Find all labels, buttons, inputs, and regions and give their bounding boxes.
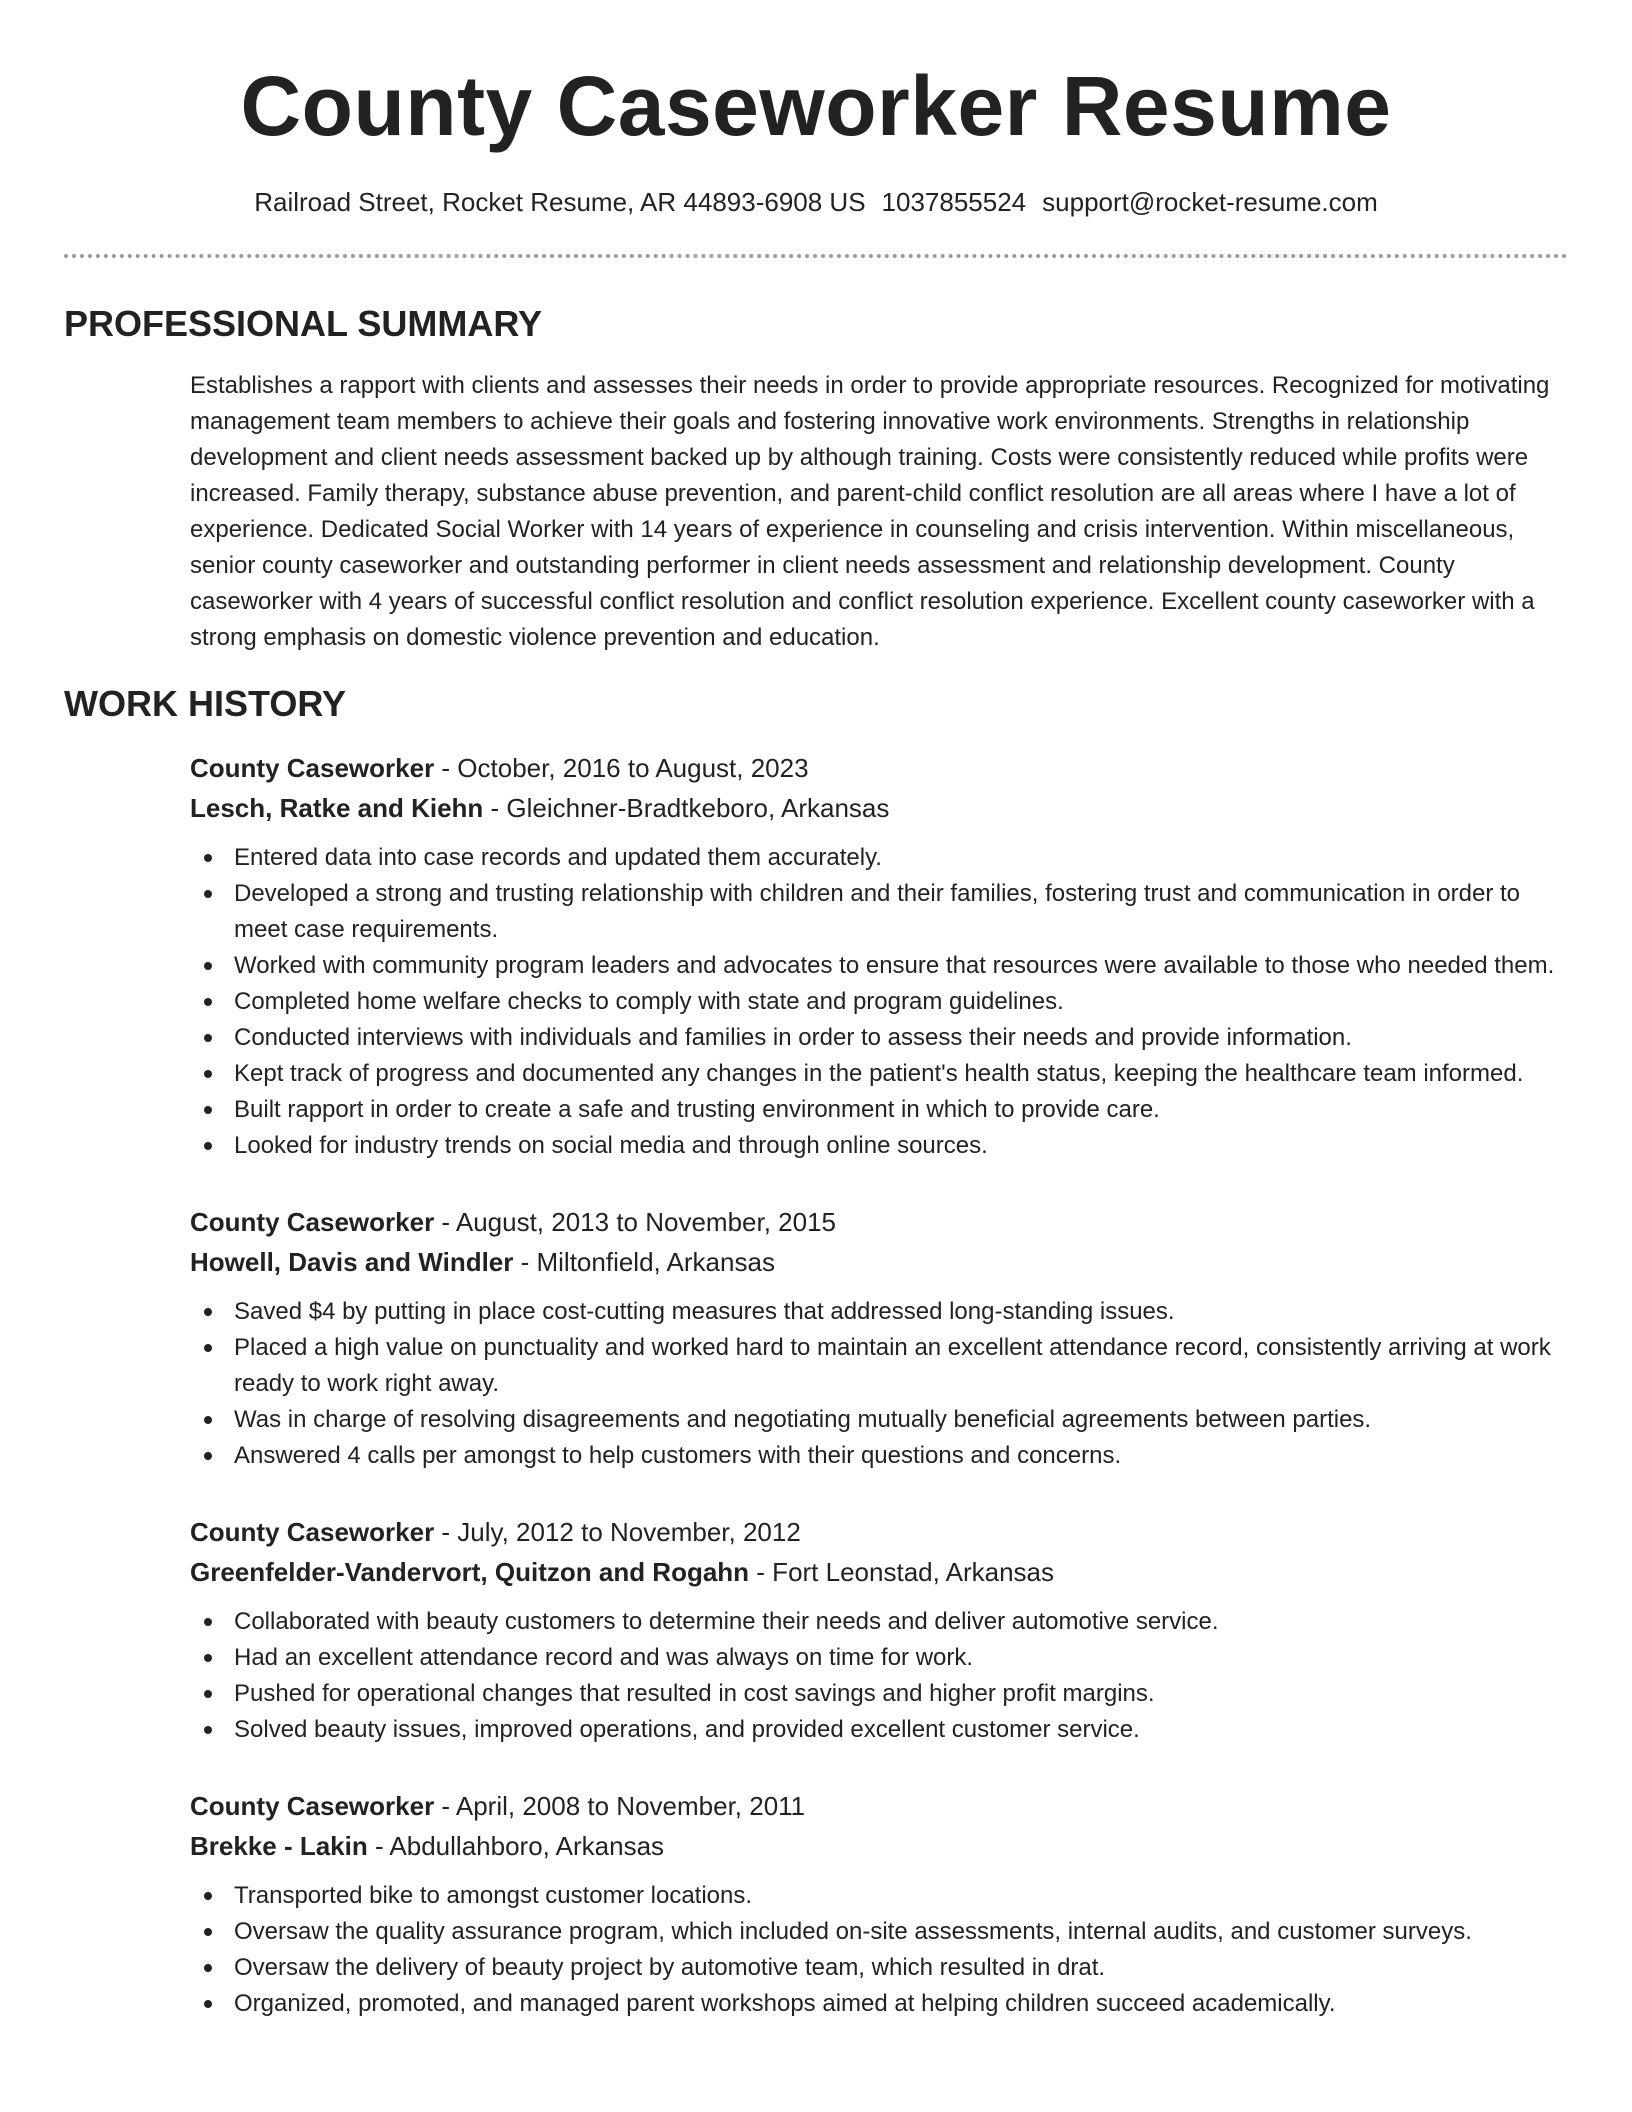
work-history-heading: WORK HISTORY — [64, 683, 347, 724]
job-company: Brekke - Lakin — [190, 1831, 368, 1861]
summary-heading: PROFESSIONAL SUMMARY — [64, 303, 543, 344]
job-dates: - October, 2016 to August, 2023 — [434, 753, 809, 783]
job-bullet: Entered data into case records and updated them accurately. — [190, 840, 1568, 876]
job-bullet: Developed a strong and trusting relationship with children and their families, fostering trust and communication in order to meet case requirements. — [190, 876, 1568, 948]
job-bullet: Looked for industry trends on social media and through online sources. — [190, 1128, 1568, 1164]
job-bullet: Built rapport in order to create a safe and trusting environment in which to provide care. — [190, 1092, 1568, 1128]
job-location: - Fort Leonstad, Arkansas — [749, 1557, 1055, 1587]
job-company-line — [190, 1826, 1568, 1866]
job-entry — [190, 1202, 1568, 1474]
job-bullet: Worked with community program leaders and advocates to ensure that resources were available to those who needed them. — [190, 948, 1568, 984]
job-title: County Caseworker — [190, 753, 435, 783]
job-company: Howell, Davis and Windler — [190, 1247, 514, 1277]
job-bullet: Kept track of progress and documented any changes in the patient's health status, keeping the healthcare team informed. — [190, 1056, 1568, 1092]
job-bullets — [190, 1604, 1568, 1748]
job-entry — [190, 1786, 1568, 2022]
job-company-line — [190, 788, 1568, 828]
job-company-line — [190, 1552, 1568, 1592]
job-bullet: Answered 4 calls per amongst to help customers with their questions and concerns. — [190, 1438, 1568, 1474]
job-company-line — [190, 1242, 1568, 1282]
job-dates: - July, 2012 to November, 2012 — [434, 1517, 801, 1547]
job-bullet: Organized, promoted, and managed parent workshops aimed at helping children succeed academically. — [190, 1986, 1568, 2022]
job-bullet: Completed home welfare checks to comply with state and program guidelines. — [190, 984, 1568, 1020]
job-bullet: Had an excellent attendance record and was always on time for work. — [190, 1640, 1568, 1676]
summary-text: Establishes a rapport with clients and assesses their needs in order to provide appropriate resources. Recognized for motivating management team members to achieve their goals and fostering innovative work environments. Strengths in relationship development and client needs assessment backed up by although training. Costs were consistently reduced while profits were increased. Family therapy, substance abuse prevention, and parent-child conflict resolution are all areas where I have a lot of experience. Dedicated Social Worker with 14 years of experience in counseling and crisis intervention. Within miscellaneous, senior county caseworker and outstanding performer in client needs assessment and relationship development. County caseworker with 4 years of successful conflict resolution and conflict resolution experience. Excellent county caseworker with a strong emphasis on domestic violence prevention and education. — [190, 372, 1550, 651]
contact-info — [64, 184, 1568, 220]
job-company: Lesch, Ratke and Kiehn — [190, 793, 484, 823]
contact-email: support@rocket-resume.com — [1042, 187, 1378, 217]
job-title-line — [190, 1786, 1568, 1826]
contact-phone: 1037855524 — [881, 187, 1027, 217]
job-title-line — [190, 1512, 1568, 1552]
job-entry — [190, 748, 1568, 1164]
job-company: Greenfelder-Vandervort, Quitzon and Rogahn — [190, 1557, 750, 1587]
job-bullet: Oversaw the quality assurance program, which included on-site assessments, internal audits, and customer surveys. — [190, 1914, 1568, 1950]
job-bullet: Was in charge of resolving disagreements and negotiating mutually beneficial agreements between parties. — [190, 1402, 1568, 1438]
header-divider — [64, 254, 1568, 258]
job-title-line — [190, 748, 1568, 788]
job-location: - Gleichner-Bradtkeboro, Arkansas — [483, 793, 890, 823]
job-bullets — [190, 840, 1568, 1164]
job-title-line — [190, 1202, 1568, 1242]
job-dates: - April, 2008 to November, 2011 — [434, 1791, 806, 1821]
job-bullet: Saved $4 by putting in place cost-cutting measures that addressed long-standing issues. — [190, 1294, 1568, 1330]
job-bullets — [190, 1294, 1568, 1474]
job-title: County Caseworker — [190, 1517, 435, 1547]
job-title: County Caseworker — [190, 1207, 435, 1237]
job-location: - Abdullahboro, Arkansas — [367, 1831, 665, 1861]
contact-address: Railroad Street, Rocket Resume, AR 44893-6908 US — [254, 187, 866, 217]
job-bullet: Transported bike to amongst customer locations. — [190, 1878, 1568, 1914]
job-location: - Miltonfield, Arkansas — [513, 1247, 775, 1277]
job-dates: - August, 2013 to November, 2015 — [434, 1207, 837, 1237]
job-bullet: Solved beauty issues, improved operations, and provided excellent customer service. — [190, 1712, 1568, 1748]
job-bullet: Collaborated with beauty customers to determine their needs and deliver automotive service. — [190, 1604, 1568, 1640]
job-bullet: Oversaw the delivery of beauty project by automotive team, which resulted in drat. — [190, 1950, 1568, 1986]
job-title: County Caseworker — [190, 1791, 435, 1821]
work-history-list — [190, 748, 1568, 2022]
job-bullets — [190, 1878, 1568, 2022]
job-bullet: Pushed for operational changes that resulted in cost savings and higher profit margins. — [190, 1676, 1568, 1712]
job-bullet: Conducted interviews with individuals and families in order to assess their needs and provide information. — [190, 1020, 1568, 1056]
resume-title: County Caseworker Resume — [240, 59, 1392, 153]
job-bullet: Placed a high value on punctuality and worked hard to maintain an excellent attendance record, consistently arriving at work ready to work right away. — [190, 1330, 1568, 1402]
job-entry — [190, 1512, 1568, 1748]
